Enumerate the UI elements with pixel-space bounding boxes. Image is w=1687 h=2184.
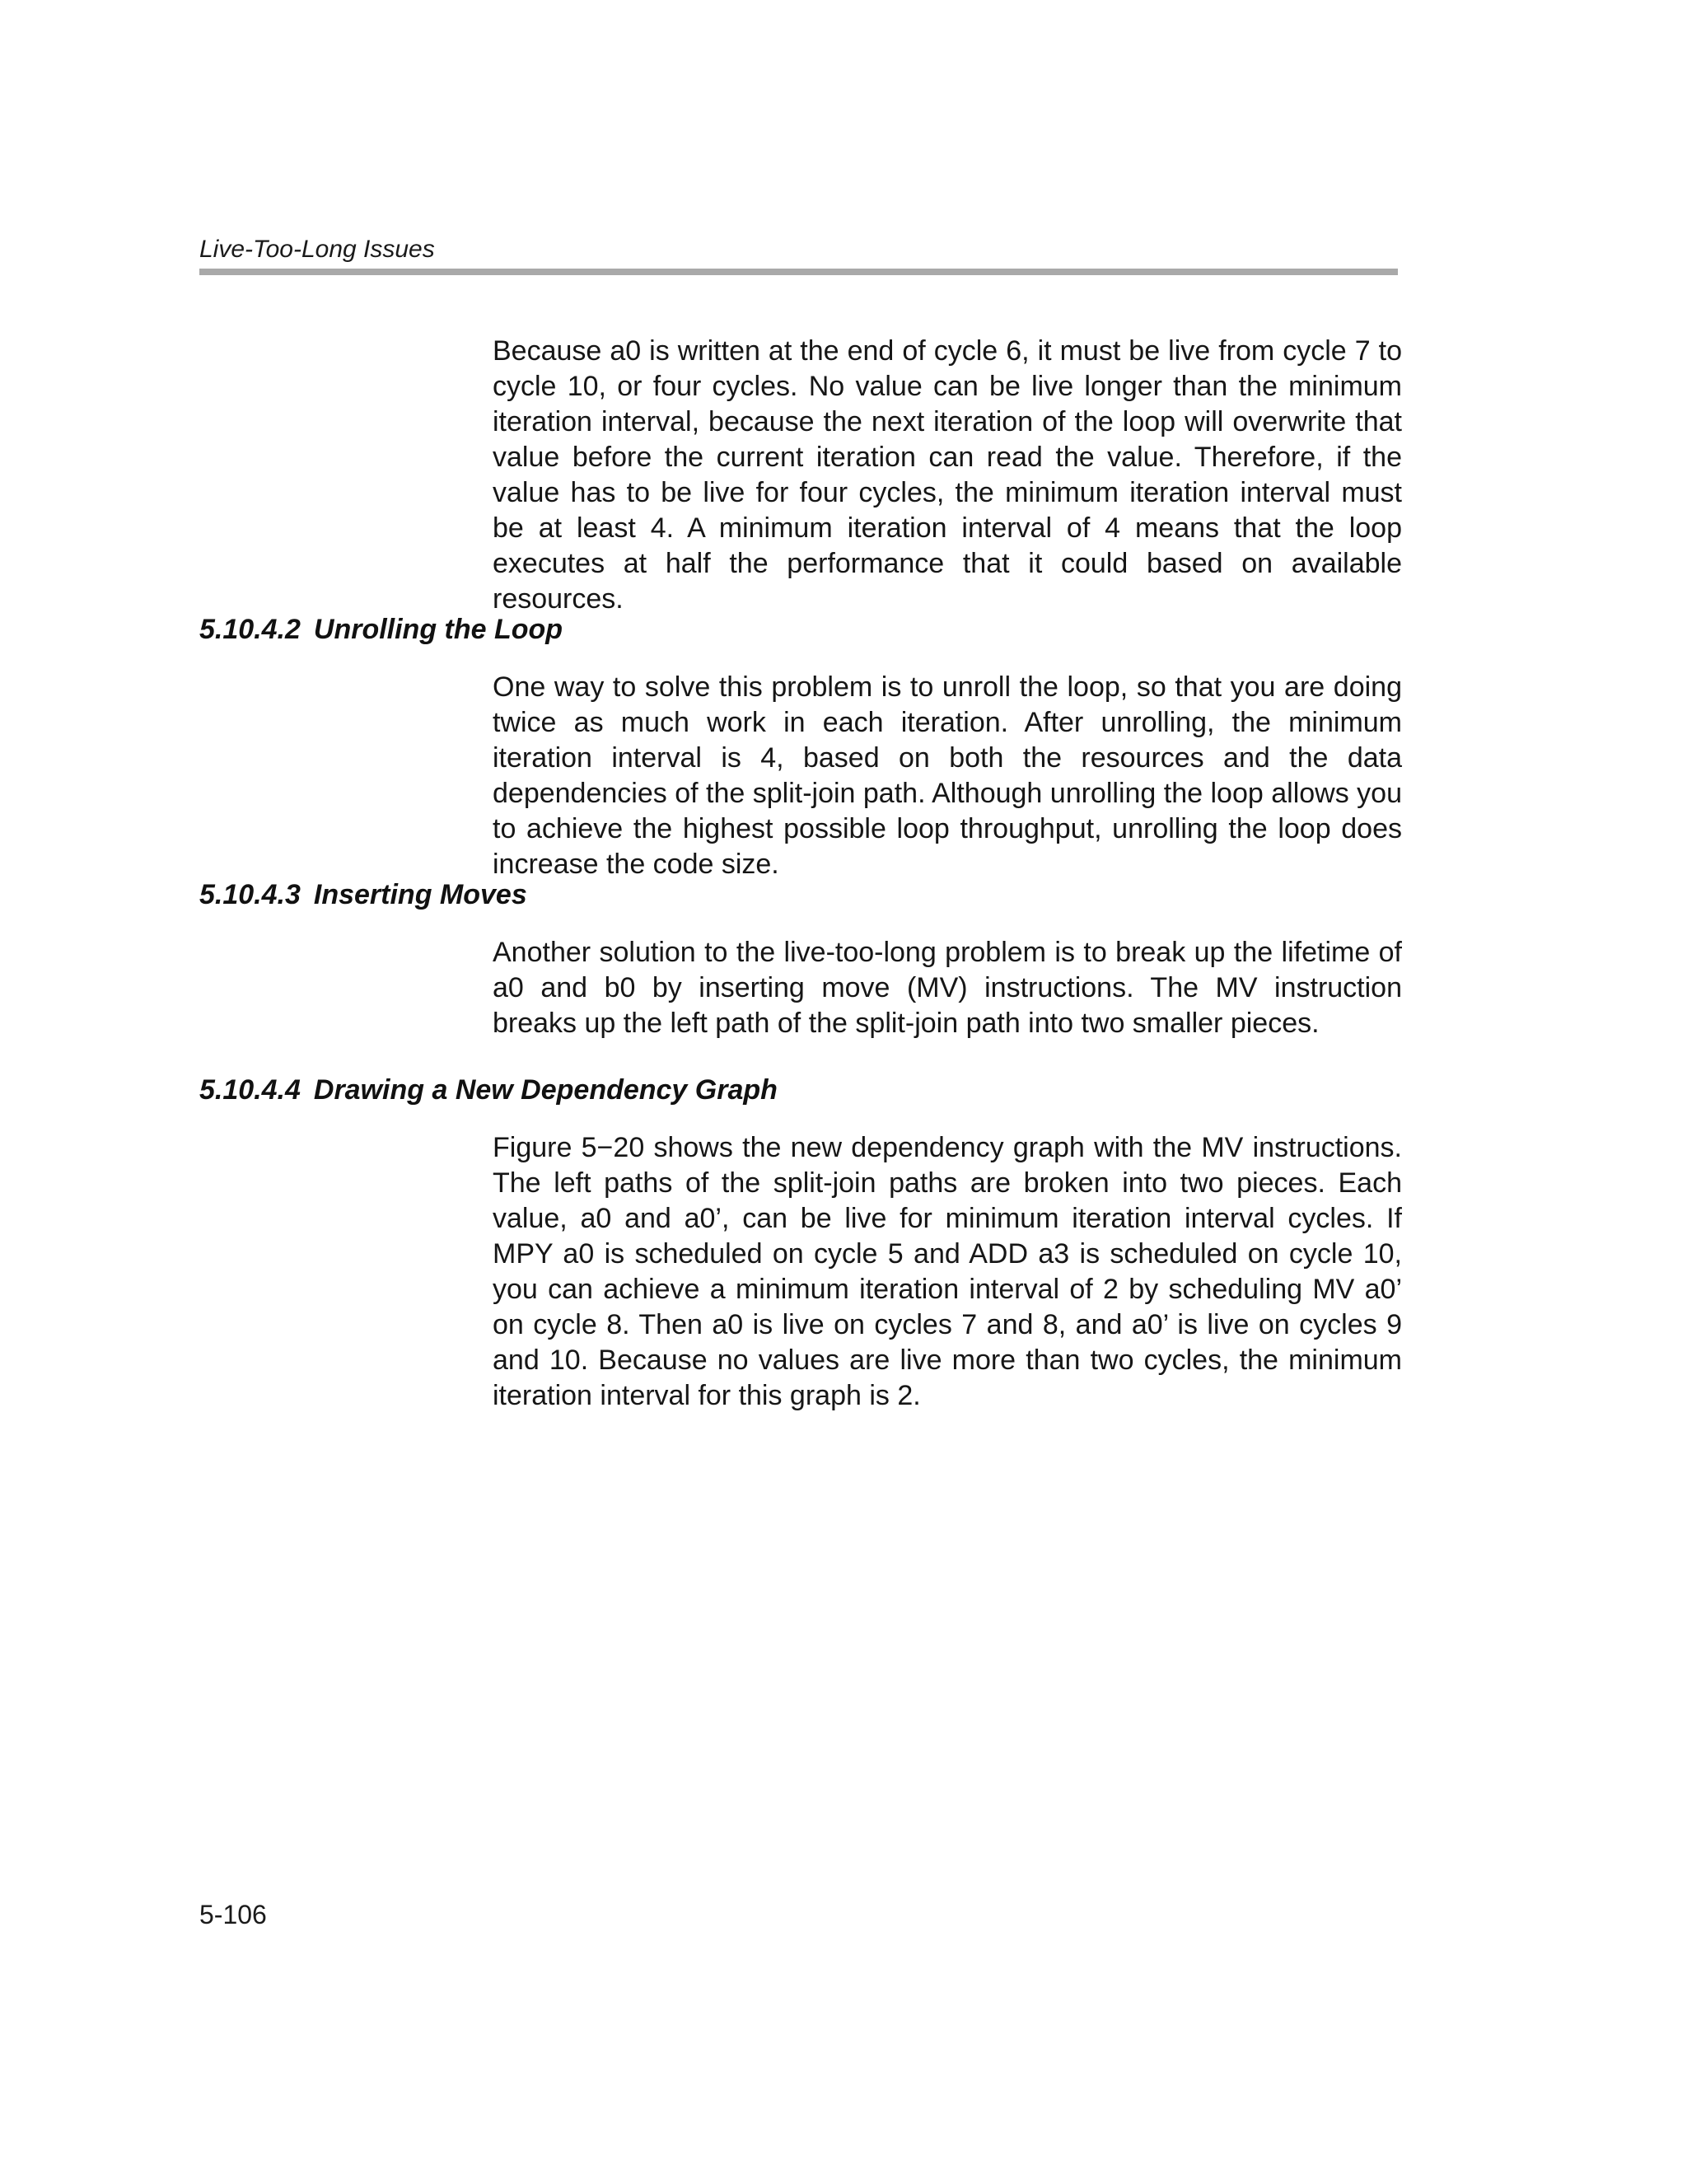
section-heading-inserting-moves — [199, 879, 527, 911]
intro-paragraph: Because a0 is written at the end of cycle 6, it must be live from cycle 7 to cycle 10, or four cycles. No value can be live longer than the minimum iteration interval, because the next iteration of the loop will overwrite that value before the current iteration can read the value. Therefore, if the value has to be live for four cycles, the minimum iteration interval must be at least 4. A minimum iteration interval of 4 means that the loop executes at half the performance that it could based on available resources. — [493, 335, 1402, 615]
section-body-unrolling: One way to solve this problem is to unroll the loop, so that you are doing twice as much work in each iteration. After unrolling, the minimum iteration interval is 4, based on both the resources and the data dependencies of the split-join path. Although unrolling the loop allows you to achieve the highest possible loop throughput, unrolling the loop does increase the code size. — [493, 671, 1402, 880]
section-body-inserting-moves: Another solution to the live-too-long problem is to break up the lifetime of a0 and b0 by inserting move (MV) instructions. The MV instruction breaks up the left path of the split-join path into two smaller pieces. — [493, 937, 1402, 1039]
section-number: 5.10.4.3 — [199, 879, 301, 910]
section-title: Unrolling the Loop — [313, 614, 563, 645]
section-body-new-dependency-graph: Figure 5−20 shows the new dependency graph with the MV instructions. The left paths of the split-join paths are broken into two pieces. Each value, a0 and a0’, can be live for minimum iteration interval cycles. If MPY a0 is scheduled on cycle 5 and ADD a3 is scheduled on cycle 10, you can achieve a minimum iteration interval of 2 by scheduling MV a0’ on cycle 8. Then a0 is live on cycles 7 and 8, and a0’ is live on cycles 9 and 10. Because no values are live more than two cycles, the minimum iteration interval for this graph is 2. — [493, 1132, 1402, 1411]
section-number: 5.10.4.4 — [199, 1074, 301, 1106]
section-title: Inserting Moves — [313, 879, 527, 910]
page-number: 5-106 — [199, 1900, 267, 1929]
section-title: Drawing a New Dependency Graph — [313, 1074, 778, 1106]
running-header-title: Live-Too-Long Issues — [199, 236, 435, 263]
section-heading-unrolling — [199, 614, 563, 646]
section-heading-new-dependency-graph — [199, 1074, 778, 1106]
section-number: 5.10.4.2 — [199, 614, 301, 645]
header-rule — [199, 269, 1398, 275]
